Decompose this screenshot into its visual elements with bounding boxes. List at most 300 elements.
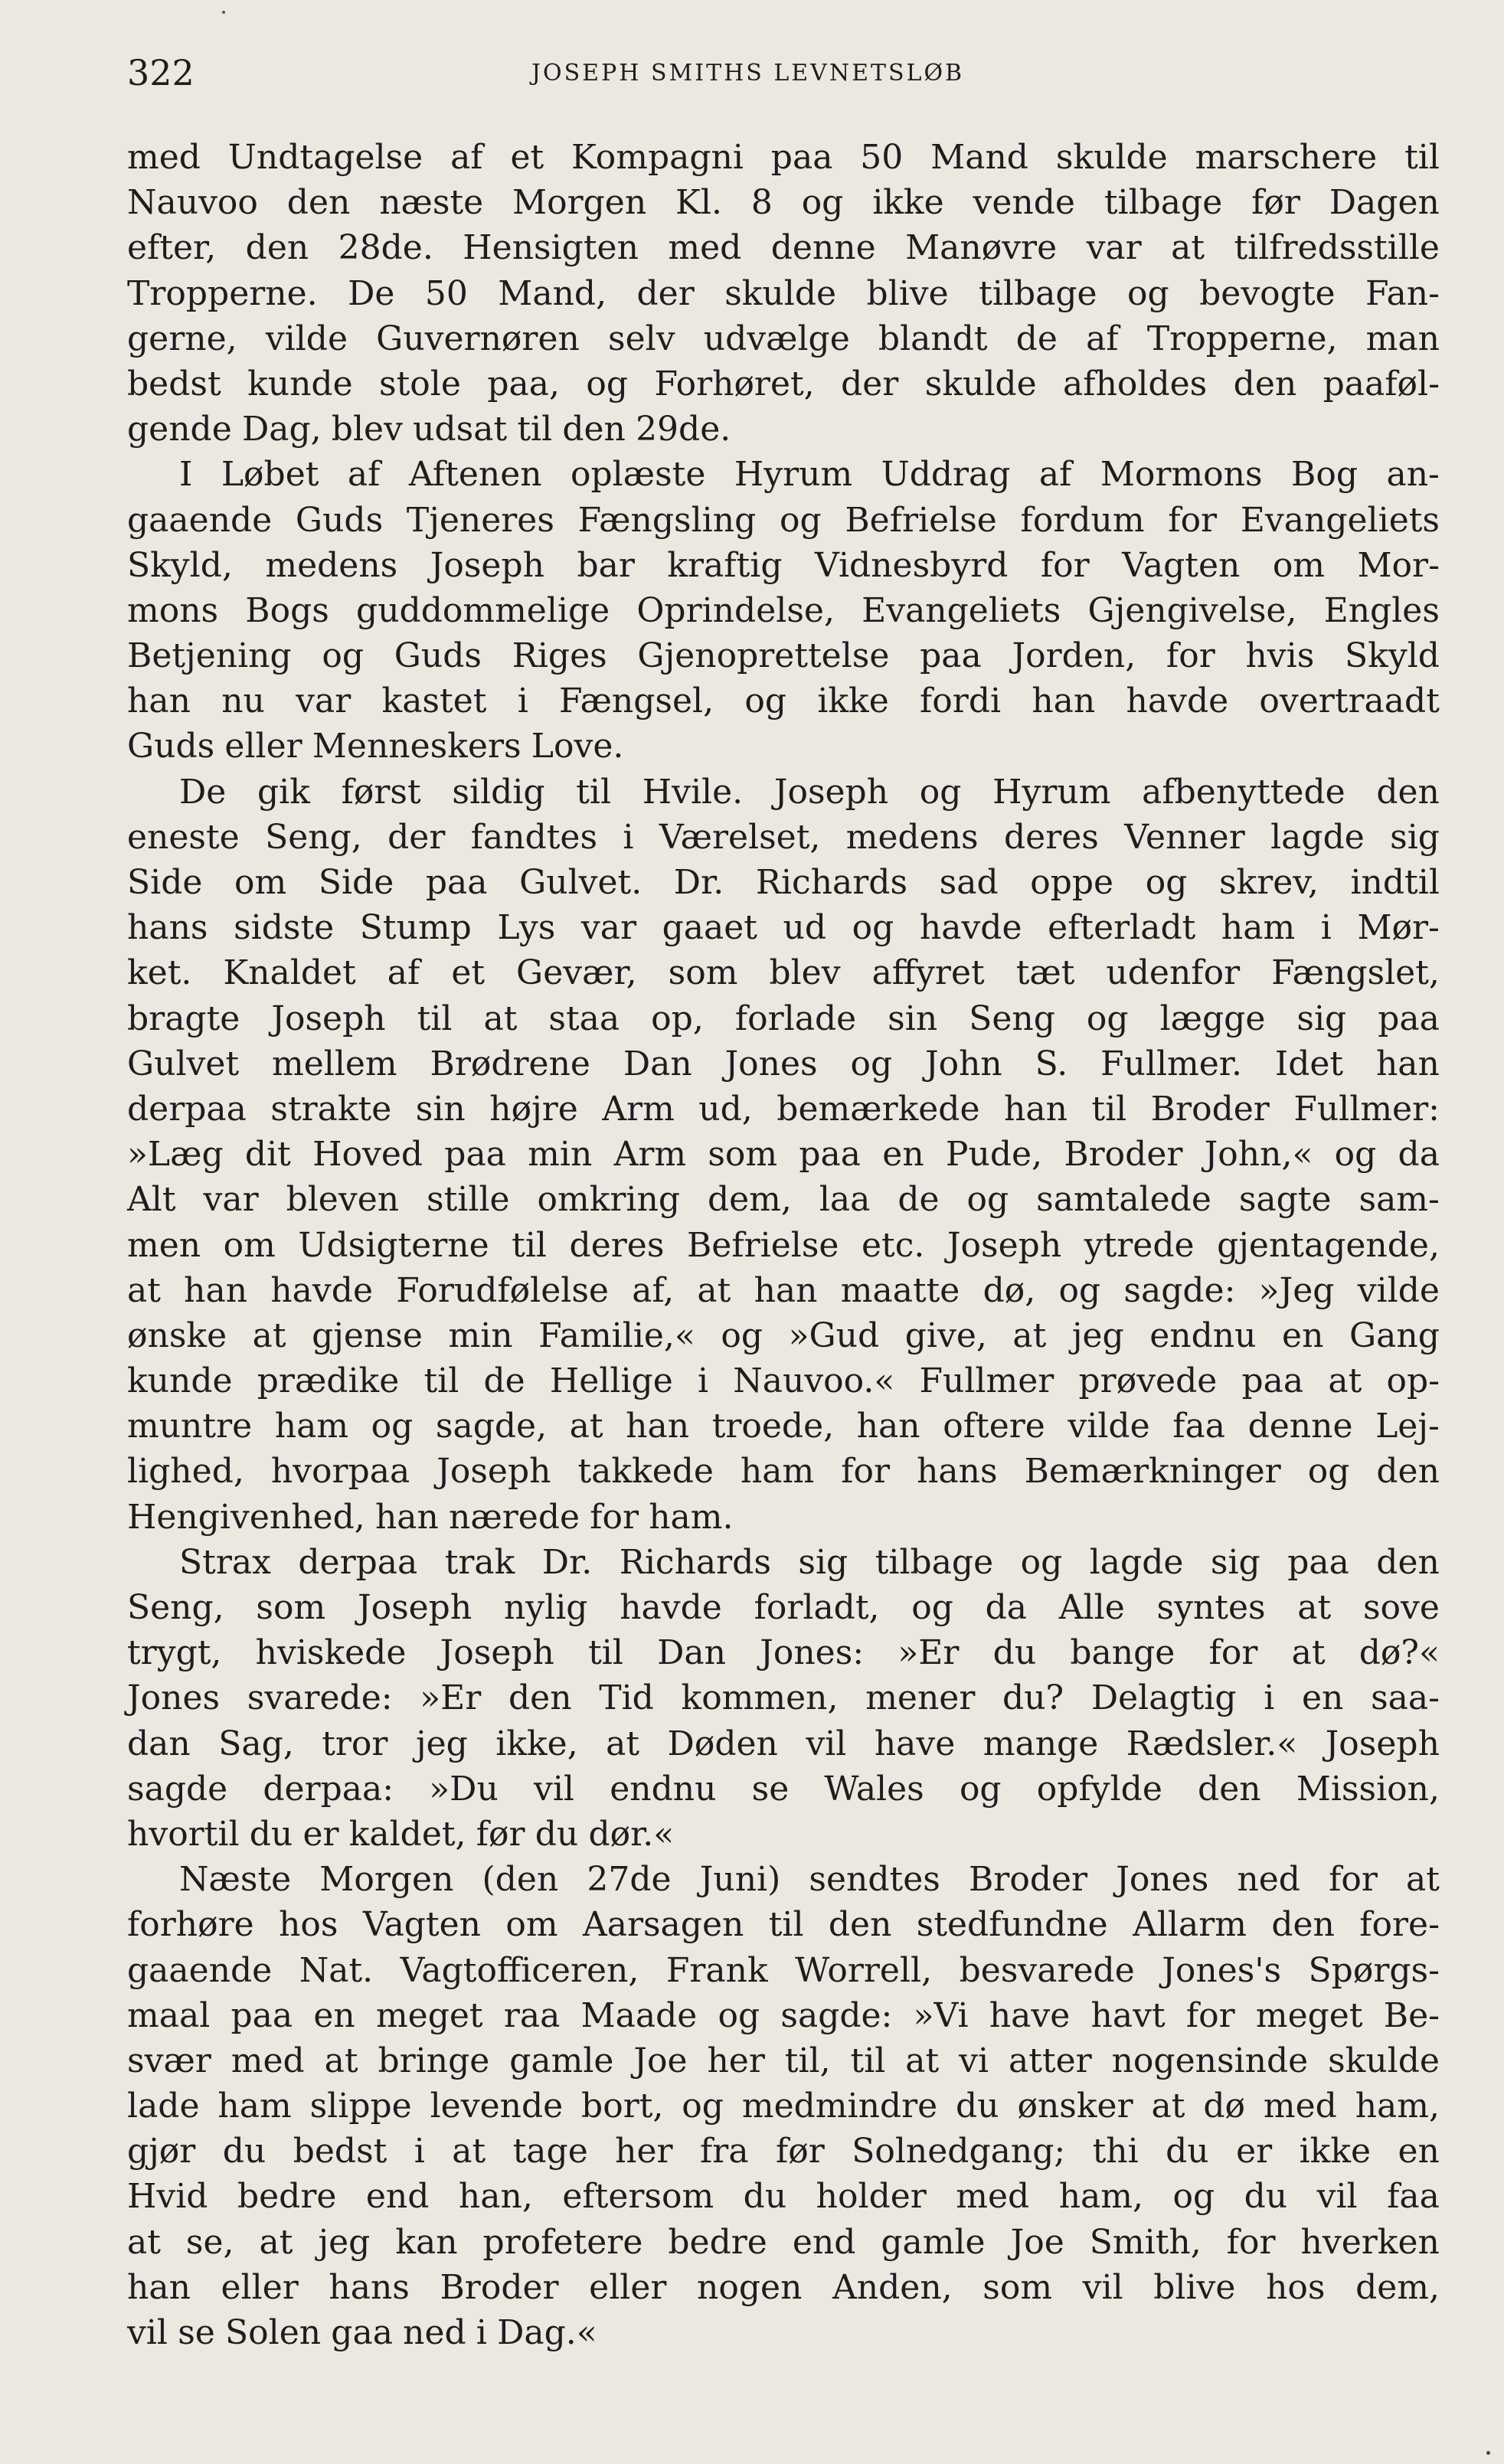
word: fordum [1020,500,1145,540]
word: med [956,2177,1030,2217]
word: Stump [359,908,472,948]
word: svarede: [247,1678,393,1718]
word: sildig [452,772,545,812]
word: Uddrag [881,455,1011,495]
word: skrev, [1218,863,1319,902]
text-line [127,815,1440,860]
text-line [127,1223,1440,1268]
word: den [1376,1542,1440,1582]
word: »Vi [913,1995,969,2035]
word: min [528,1135,593,1175]
word: Hvid [127,2177,208,2217]
word: en [1398,2132,1440,2172]
word: sagde, [435,1407,548,1446]
word: Dag, [241,410,322,449]
word: Befrielse [686,1225,839,1265]
text-line [127,407,1440,452]
word: om [505,1905,558,1945]
word: Fængsel, [559,681,714,721]
word: man [1365,319,1440,358]
word: den [828,1905,892,1945]
word: John [924,1044,1002,1083]
word: og [1058,1270,1101,1310]
word: var [203,1180,259,1220]
word: Mission, [1296,1769,1440,1809]
word: 50 [860,138,904,177]
word: om [223,1225,276,1265]
word: du [992,1633,1037,1673]
word: ket. [127,953,192,993]
word: ud, [698,1089,753,1129]
word: affyret [871,953,985,993]
word: i [697,1361,709,1401]
word: paa [425,863,488,902]
word: Lys [497,908,556,948]
text-line [127,498,1440,543]
word: mange [983,1724,1099,1763]
word: paa [1378,998,1440,1038]
word: gaaende [127,1950,273,1990]
word: vende [973,183,1075,223]
word: nylig [503,1588,588,1627]
word: Værelset, [659,817,821,857]
word: for [590,1497,639,1537]
word: Joe [633,2041,688,2080]
word: ham. [649,1497,734,1537]
word: eller [221,2267,299,2307]
word: og [911,1588,953,1627]
text-line [127,678,1440,724]
word: hans [329,2267,410,2307]
text-line [127,2310,1440,2355]
word: Evangeliets [1240,500,1440,540]
word: saa- [1371,1678,1440,1718]
word: hans [917,1452,998,1492]
word: samtalede [1036,1180,1211,1220]
word: slippe [309,2087,412,2126]
word: Fængsling [577,500,757,540]
word: den [562,410,626,449]
word: fore- [1359,1905,1440,1945]
word: Skyld [1345,636,1440,676]
word: profetere [482,2222,643,2262]
word: havde [919,908,1022,948]
word: som [983,2267,1053,2307]
word: for [1226,2222,1276,2262]
text-line [127,633,1440,678]
word: faa [1172,1407,1225,1446]
word: skulde [724,273,837,313]
word: Rædsler.« [1126,1724,1298,1763]
text-line [127,1630,1440,1675]
word: dem, [707,1180,792,1220]
word: levende [430,2087,564,2126]
word: hos [279,1905,338,1945]
word: for [1329,1860,1378,1900]
word: kraftig [667,545,783,585]
word: og [721,1315,763,1355]
text-line [127,2083,1440,2129]
text-line [127,1857,1440,1902]
word: og [1086,998,1129,1038]
word: han [1375,1044,1440,1083]
word: lighed, [127,1452,244,1492]
word: Mor- [1357,545,1440,585]
word: John,« [1204,1135,1313,1175]
text-line [127,180,1440,225]
word: Smith, [1089,2222,1202,2262]
word: i [476,2313,487,2352]
word: an- [1386,455,1440,495]
word: ham, [1355,2087,1440,2126]
word: gerne, [127,319,237,358]
word: Wales [824,1769,924,1809]
word: der [636,273,695,313]
word: og [718,1995,760,2035]
word: forladt, [754,1588,880,1627]
word: du [249,1814,293,1854]
word: oppe [1030,863,1114,902]
word: Maade [580,1995,698,2035]
word: Guds [295,500,384,540]
word: besvarede [959,1950,1135,1990]
word: paa [1241,1361,1304,1401]
word: ytrede [1084,1225,1195,1265]
word: se, [185,2222,234,2262]
text-line [127,860,1440,905]
word: tage [512,2132,588,2172]
page-header [127,51,1440,95]
text-line [127,1087,1440,1132]
word: tilbage [875,1542,994,1582]
word: Tid [599,1678,654,1718]
word: for [1168,500,1218,540]
word: som [708,1135,778,1175]
word: Hensigten [463,228,639,268]
word: havt [1090,1995,1166,2035]
word: guddommelige [356,590,610,630]
text-line [127,2038,1440,2083]
word: her [615,2132,673,2172]
text-line [127,588,1440,633]
word: paa [1287,1542,1349,1582]
word: Mormons [1100,455,1263,495]
word: oplæste [571,455,706,495]
word: Seng, [127,1588,224,1627]
word: ned [1237,1860,1300,1900]
word: og [1334,1135,1377,1175]
word: af [1038,455,1072,495]
word: til [417,998,453,1038]
word: Fængslet, [1271,953,1440,993]
word: Forudfølelse [396,1270,609,1310]
word: Lej- [1375,1407,1440,1446]
word: den [286,183,351,223]
word: at [324,2041,358,2080]
word: tilbage [1103,183,1223,223]
word: Udsigterne [298,1225,489,1265]
word: Hyrum [734,455,853,495]
word: blev [769,953,841,993]
text-line [127,1495,1440,1540]
word: medens [265,545,398,585]
word: op, [651,998,704,1038]
word: »Læg [127,1135,224,1175]
word: havde [620,1588,722,1627]
word: Love. [531,727,624,766]
word: og [744,681,787,721]
word: efter, [127,228,217,268]
word: trygt, [127,1633,222,1673]
word: indtil [1350,863,1440,902]
word: at [259,2222,293,2262]
word: sin [415,1089,466,1129]
word: ikke, [495,1724,578,1763]
word: Gulvet [127,1044,240,1083]
word: sagte [1238,1180,1332,1220]
word: ham [1221,908,1296,948]
word: Dan [623,1044,692,1083]
word: som [256,1588,326,1627]
word: med [1263,2087,1337,2126]
word: den [245,228,309,268]
word: til [576,772,612,812]
word: til [588,1633,623,1673]
word: Venner [1124,817,1245,857]
word: min [448,1315,513,1355]
word: jeg [415,1724,468,1763]
word: og [1172,2177,1215,2217]
word: eneste [127,817,240,857]
word: kunde [247,364,353,404]
word: at [697,1270,731,1310]
word: dø [1203,2087,1245,2126]
word: og [966,1180,1009,1220]
word: skulde [1328,2041,1440,2080]
word: Morgen [319,1860,454,1900]
text-line [127,1675,1440,1721]
word: overtraadt [1259,681,1440,721]
word: havde [270,1270,373,1310]
word: tilbage [979,273,1097,313]
word: De [179,772,227,812]
word: se [751,1769,790,1809]
word: Fullmer: [1293,1089,1440,1129]
word: kunde [127,1361,233,1401]
word: han [184,1270,248,1310]
scan-speck [1486,2451,1490,2455]
word: han [127,681,191,721]
word: kaldet, [348,1814,466,1854]
word: hviskede [255,1633,407,1673]
word: for [841,1452,891,1492]
text-line [127,2220,1440,2265]
word: Arm [602,1089,675,1129]
word: Anden, [832,2267,953,2307]
word: næste [379,183,484,223]
word: hans [127,908,208,948]
word: paa [770,138,833,177]
word: bar [577,545,635,585]
word: sig [1296,998,1347,1038]
word: dan [127,1724,191,1763]
word: holder [816,2177,927,2217]
word: Hellige [549,1361,673,1401]
word: Richards [755,863,908,902]
word: med [231,2041,305,2080]
word: tilfredsstille [1234,228,1440,268]
text-line [127,316,1440,361]
word: stole [379,364,461,404]
word: er [302,1814,339,1854]
word: gamle [881,2222,986,2262]
text-line [127,1812,1440,1857]
word: Strax [179,1542,271,1582]
word: Nauvoo.« [733,1361,895,1401]
word: og [1307,1452,1350,1492]
body-text [127,135,1440,2355]
word: Dag.« [497,2313,597,2352]
word: at [1012,1315,1047,1355]
word: gik [257,772,310,812]
word: vil [1082,2267,1123,2307]
word: trak [444,1542,515,1582]
word: at [606,1724,640,1763]
word: derpaa [127,1089,247,1129]
word: og [801,183,844,223]
word: meget [375,1995,483,2035]
word: vil [127,2313,168,2352]
word: paa [799,1135,862,1175]
word: han [754,1270,818,1310]
word: gjentagende, [1217,1225,1440,1265]
word: sig [1210,1542,1260,1582]
word: før [1251,183,1300,223]
word: i [414,2132,425,2172]
word: sin [888,998,938,1038]
word: et [510,138,544,177]
word: han [626,1407,690,1446]
page-number: 322 [127,52,195,93]
word: Jorden, [1012,636,1136,676]
word: vi [959,2041,989,2080]
word: 8 [750,183,773,223]
text-line [127,271,1440,316]
word: Be- [1383,1995,1440,2035]
word: Jones [127,1678,221,1718]
word: lade [127,2087,200,2126]
word: var [1086,228,1142,268]
word: Guvernøren [376,319,580,358]
word: at [905,2041,940,2080]
word: Hvile. [642,772,744,812]
word: Richards [619,1542,771,1582]
word: eller [224,727,302,766]
word: ham [217,2087,292,2126]
word: Riges [512,636,607,676]
word: gaa [331,2313,393,2352]
text-line [127,1313,1440,1358]
word: »Er [420,1678,482,1718]
word: Dr. [541,1542,593,1582]
word: der [841,364,899,404]
word: Dr. [673,863,724,902]
word: Fullmer [919,1361,1054,1401]
word: dø, [983,1270,1036,1310]
word: der [387,817,446,857]
word: mons [127,590,219,630]
word: nogen [697,2267,803,2307]
word: muntre [127,1407,253,1446]
word: Dan [657,1633,726,1673]
word: ned [403,2313,466,2352]
word: højre [489,1089,578,1129]
word: have [989,1995,1071,2035]
word: ikke [1299,2132,1372,2172]
word: at [127,2222,161,2262]
word: og [779,500,822,540]
word: de [483,1361,525,1401]
word: meget [1255,1995,1363,2035]
word: jeg [1071,1315,1124,1355]
word: Pude, [945,1135,1043,1175]
word: den [1233,364,1297,404]
word: og [850,1044,893,1083]
word: en [313,1995,355,2035]
word: Mør- [1357,908,1440,948]
word: Aftenen [408,455,542,495]
word: deres [1003,817,1099,857]
word: Tropperne. [127,273,318,313]
word: Alt [127,1180,176,1220]
word: Knaldet [223,953,356,993]
word: sam- [1359,1180,1440,1220]
text-line [127,950,1440,995]
word: svær [127,2041,211,2080]
word: Vagtofficeren, [400,1950,639,1990]
word: sad [939,863,999,902]
word: og [959,1769,1002,1809]
word: Side [318,863,394,902]
word: Tropperne, [1146,319,1338,358]
word: bedst [127,364,221,404]
word: Kompagni [571,138,744,177]
word: Oprindelse, [636,590,835,630]
word: at [127,1270,161,1310]
word: Broder [1150,1089,1270,1129]
word: Idet [1274,1044,1344,1083]
word: fandtes [470,817,598,857]
word: sig [798,1542,848,1582]
word: endnu [610,1769,717,1809]
word: Brødrene [430,1044,590,1083]
word: Juni) [699,1860,781,1900]
word: han [1032,681,1096,721]
word: og [1145,863,1188,902]
word: denne [1247,1407,1353,1446]
word: Vagten [362,1905,482,1945]
word: han, [458,2177,533,2217]
word: omkring [537,1180,680,1220]
word: Joseph [1325,1724,1440,1763]
word: medmindre [741,2087,938,2126]
text-line [127,225,1440,270]
word: sagde [127,1769,228,1809]
word: vil [1316,2177,1358,2217]
word: Vagten [1122,545,1241,585]
word: se [178,2313,215,2352]
word: thi [1092,2132,1139,2172]
